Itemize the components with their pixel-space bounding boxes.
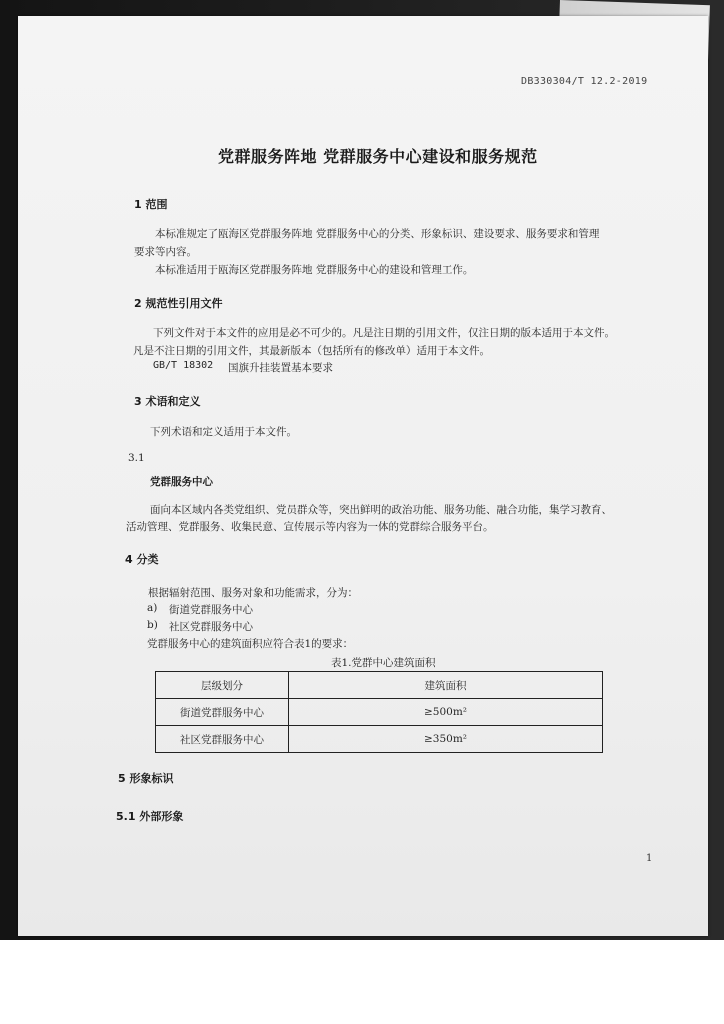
term-name: 党群服务中心 bbox=[150, 476, 213, 488]
section-5-heading: 5 形象标识 bbox=[118, 772, 174, 785]
table-header-cell: 建筑面积 bbox=[289, 672, 603, 699]
table-cell: 社区党群服务中心 bbox=[156, 726, 289, 753]
section-3-heading: 3 术语和定义 bbox=[134, 395, 201, 408]
term-number: 3.1 bbox=[128, 452, 145, 464]
table-row bbox=[156, 699, 603, 726]
section-4-para-1: 根据辐射范围、服务对象和功能需求，分为： bbox=[148, 587, 358, 599]
list-item-a-marker: a) bbox=[147, 602, 158, 614]
reference-title: 国旗升挂装置基本要求 bbox=[228, 362, 333, 374]
section-1-para-2: 本标准适用于瓯海区党群服务阵地 党群服务中心的建设和管理工作。 bbox=[155, 264, 474, 276]
document-title: 党群服务阵地 党群服务中心建设和服务规范 bbox=[218, 147, 538, 166]
section-2-para-1a: 下列文件对于本文件的应用是必不可少的。凡是注日期的引用文件，仅注日期的版本适用于本文件。 bbox=[153, 327, 615, 339]
list-item-b: 社区党群服务中心 bbox=[169, 621, 253, 633]
list-item-a: 街道党群服务中心 bbox=[169, 604, 253, 616]
table-caption: 表1.党群中心建筑面积 bbox=[331, 657, 436, 669]
section-5-1-heading: 5.1 外部形象 bbox=[116, 810, 184, 823]
list-item-b-marker: b) bbox=[147, 619, 158, 631]
section-1-heading: 1 范围 bbox=[134, 198, 168, 211]
term-definition-a: 面向本区域内各类党组织、党员群众等，突出鲜明的政治功能、服务功能、融合功能，集学习教育、 bbox=[150, 504, 612, 516]
table-cell: ≥500m² bbox=[289, 699, 603, 726]
section-2-heading: 2 规范性引用文件 bbox=[134, 297, 223, 310]
table-cell: 街道党群服务中心 bbox=[156, 699, 289, 726]
section-2-para-1b: 凡是不注日期的引用文件，其最新版本（包括所有的修改单）适用于本文件。 bbox=[133, 345, 490, 357]
reference-code: GB/T 18302 bbox=[153, 360, 214, 371]
section-3-para-1: 下列术语和定义适用于本文件。 bbox=[150, 426, 297, 438]
term-definition-b: 活动管理、党群服务、收集民意、宣传展示等内容为一体的党群综合服务平台。 bbox=[126, 521, 494, 533]
table-header-row bbox=[156, 672, 603, 699]
standard-number: DB330304/T 12.2-2019 bbox=[521, 76, 648, 87]
section-1-para-1b: 要求等内容。 bbox=[134, 246, 197, 258]
section-4-para-2: 党群服务中心的建筑面积应符合表1的要求： bbox=[147, 638, 354, 650]
table-header-cell: 层级划分 bbox=[156, 672, 289, 699]
table-row bbox=[156, 726, 603, 753]
table-cell: ≥350m² bbox=[289, 726, 603, 753]
section-4-heading: 4 分类 bbox=[125, 553, 159, 566]
building-area-table bbox=[155, 671, 603, 753]
section-1-para-1a: 本标准规定了瓯海区党群服务阵地 党群服务中心的分类、形象标识、建设要求、服务要求和管理 bbox=[155, 228, 600, 240]
page-number: 1 bbox=[646, 853, 653, 864]
